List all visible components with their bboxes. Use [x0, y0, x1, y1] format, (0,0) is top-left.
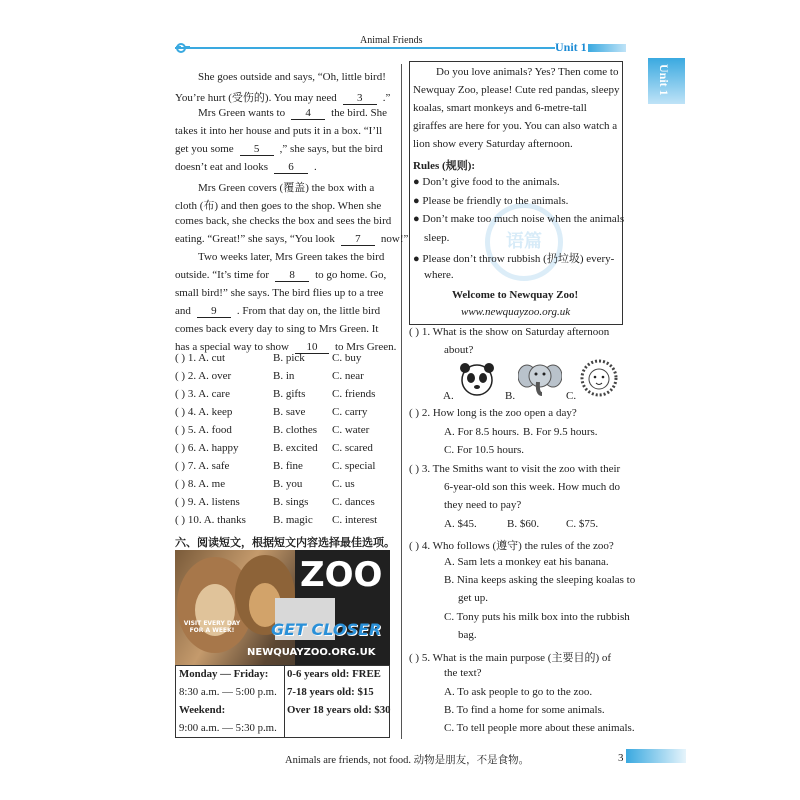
page-number: 3 — [618, 752, 624, 764]
choice-c: C. carry — [332, 406, 368, 418]
story-text-segment: doesn’t eat and looks — [175, 161, 268, 173]
story-text-segment: Mrs Green covers (覆盖) the box with a — [198, 182, 375, 194]
choice-a: ( ) 5. A. food — [175, 424, 232, 436]
story-line — [175, 233, 408, 246]
ad-url: www.newquayzoo.org.uk — [461, 306, 571, 318]
choice-a: ( ) 6. A. happy — [175, 442, 239, 454]
price-adult: Over 18 years old: $30 — [287, 704, 391, 716]
question-3-cont: 6-year-old son this week. How much do — [444, 481, 621, 493]
story-line — [198, 251, 384, 263]
story-line — [175, 143, 383, 156]
weekday-hours: 8:30 a.m. — 5:00 p.m. — [179, 686, 277, 698]
rule-line: ● Don’t make too much noise when the animals — [413, 213, 625, 225]
rule-line: ● Don’t give food to the animals. — [413, 176, 560, 188]
question-3-cont: they need to pay? — [444, 499, 522, 511]
choice-b: B. pick — [273, 352, 305, 364]
choice-a: ( ) 9. A. listens — [175, 496, 240, 508]
weekday-label: Monday — Friday: — [179, 668, 269, 680]
question-1: ( ) 1. What is the show on Saturday afternoon — [409, 326, 610, 338]
zoo-ad-box — [409, 61, 623, 325]
choice-c: C. buy — [332, 352, 362, 364]
choice-c: C. near — [332, 370, 364, 382]
choice-b: B. sings — [273, 496, 309, 508]
story-line — [198, 179, 374, 195]
story-text-segment: and — [175, 305, 191, 317]
hours-price-table — [175, 665, 390, 738]
story-line — [175, 197, 381, 213]
rule-line: sleep. — [424, 231, 450, 244]
choice-b: B. save — [273, 406, 306, 418]
q4-option: get up. — [458, 592, 488, 604]
watermark-seal: 语篇 — [485, 203, 563, 281]
choice-b: B. in — [273, 370, 295, 382]
choice-a: ( ) 4. A. keep — [175, 406, 233, 418]
story-text-segment: outside. “It’s time for — [175, 269, 270, 281]
story-text-segment: the bird. She — [331, 107, 387, 119]
choice-c: C. special — [332, 460, 376, 472]
choice-c: C. us — [332, 478, 355, 490]
choice-b: B. magic — [273, 514, 313, 526]
get-closer-text: GET CLOSER — [271, 620, 382, 639]
unit-bar — [588, 44, 626, 52]
price-child: 0-6 years old: FREE — [287, 668, 381, 680]
story-text-segment: now!” — [380, 233, 409, 245]
story-text-segment: comes back, she checks the box and sees the bird — [175, 215, 392, 227]
question-5: ( ) 5. What is the main purpose (主要目的) of — [409, 652, 612, 664]
header-rule — [175, 47, 555, 49]
story-text-segment: takes it into her house and puts it in a box. “I’ll — [175, 125, 383, 137]
choice-c: C. friends — [332, 388, 376, 400]
q2-option: A. For 8.5 hours. — [444, 426, 520, 438]
answer-blank: 9 — [197, 305, 231, 318]
answer-blank: 8 — [275, 269, 309, 282]
choice-b: B. clothes — [273, 424, 317, 436]
q1-option: B. — [505, 390, 516, 402]
poster-url: NEWQUAYZOO.ORG.UK — [247, 647, 376, 658]
story-text-segment: She goes outside and says, “Oh, little bird! — [198, 71, 386, 83]
choice-a: ( ) 3. A. care — [175, 388, 230, 400]
page-number-bar — [626, 749, 686, 763]
story-text-segment: get you some — [175, 143, 234, 155]
poster-visit-text: VISIT EVERY DAY FOR A WEEK! — [183, 620, 241, 634]
rule-line: ● Please be friendly to the animals. — [413, 194, 569, 207]
story-line — [198, 107, 387, 120]
choice-c: C. scared — [332, 442, 373, 454]
answer-blank: 6 — [274, 161, 308, 174]
story-text-segment: cloth (布) and then goes to the shop. When she — [175, 200, 382, 212]
choice-a: ( ) 2. A. over — [175, 370, 232, 382]
story-text-segment: comes back every day to sing to Mrs Green. It — [175, 323, 379, 335]
q5-option: B. To find a home for some animals. — [444, 704, 605, 716]
story-text-segment: eating. “Great!” she says, “You look — [175, 233, 335, 245]
elephant-icon — [518, 362, 562, 396]
choice-b: B. fine — [273, 460, 303, 472]
ad-paragraph-line: Newquay Zoo, please! Cute red pandas, sleepy — [413, 84, 620, 96]
choice-a: ( ) 1. A. cut — [175, 352, 226, 364]
ad-paragraph-line: giraffes are here for you. You can also watch a — [413, 120, 618, 132]
zoo-poster — [175, 550, 390, 665]
ad-paragraph-line: koalas, smart monkeys and 6-metre-tall — [413, 102, 587, 114]
story-line — [175, 323, 378, 335]
story-text-segment: . From that day on, the little bird — [236, 305, 381, 317]
side-unit-tab — [648, 58, 685, 104]
lion-icon — [580, 359, 618, 397]
story-line — [175, 287, 383, 299]
story-text-segment: to go home. Go, — [315, 269, 387, 281]
footer-slogan: Animals are friends, not food. 动物是朋友，不是食物。 — [285, 755, 530, 766]
q3-option: C. $75. — [566, 518, 599, 530]
answer-blank: 3 — [343, 92, 377, 105]
story-text-segment: ,” she says, but the bird — [279, 143, 383, 155]
story-line — [175, 161, 317, 174]
weekend-label: Weekend: — [179, 704, 226, 716]
story-text-segment: to Mrs Green. — [334, 341, 397, 353]
rule-line: where. — [424, 268, 454, 281]
question-5-cont: the text? — [444, 667, 482, 679]
ad-paragraph-line: lion show every Saturday afternoon. — [413, 138, 573, 150]
q4-option: bag. — [458, 629, 477, 641]
q4-option: C. Tony puts his milk box into the rubbish — [444, 611, 630, 623]
zoo-title: ZOO — [300, 555, 383, 595]
choice-b: B. you — [273, 478, 303, 490]
story-text-segment: . — [313, 161, 317, 173]
story-line — [175, 125, 382, 137]
q5-option: C. To tell people more about these animals. — [444, 722, 635, 734]
answer-blank: 5 — [240, 143, 274, 156]
rules-title: Rules (规则): — [413, 160, 476, 172]
q3-option: B. $60. — [507, 518, 540, 530]
story-line — [175, 269, 386, 282]
side-tab-label: Unit 1 — [657, 64, 671, 96]
story-line — [175, 89, 390, 105]
column-divider — [401, 64, 402, 739]
q2-option: C. For 10.5 hours. — [444, 444, 525, 456]
weekend-hours: 9:00 a.m. — 5:30 p.m. — [179, 722, 277, 734]
story-text-segment: You’re hurt (受伤的). You may need — [175, 92, 337, 104]
section-6-heading: 六、阅读短文，根据短文内容选择最佳选项。 — [175, 536, 395, 549]
q1-option: A. — [443, 390, 454, 402]
choice-a: ( ) 10. A. thanks — [175, 514, 246, 526]
story-text-segment: small bird!” she says. The bird flies up to a tree — [175, 287, 384, 299]
unit-label: Unit 1 — [555, 40, 587, 54]
question-1-cont: about? — [444, 344, 474, 356]
choice-a: ( ) 8. A. me — [175, 478, 226, 490]
answer-blank: 10 — [295, 341, 329, 354]
choice-c: C. interest — [332, 514, 378, 526]
story-line — [175, 305, 380, 318]
answer-blank: 7 — [341, 233, 375, 246]
choice-a: ( ) 7. A. safe — [175, 460, 230, 472]
q2-option: B. For 9.5 hours. — [523, 426, 598, 438]
story-line — [198, 71, 386, 83]
story-text-segment: Mrs Green wants to — [198, 107, 286, 119]
question-2: ( ) 2. How long is the zoo open a day? — [409, 407, 577, 419]
choice-c: C. dances — [332, 496, 375, 508]
question-4: ( ) 4. Who follows (遵守) the rules of the zoo? — [409, 540, 614, 552]
q3-option: A. $45. — [444, 518, 477, 530]
choice-b: B. gifts — [273, 388, 306, 400]
page-header-title: Animal Friends — [360, 35, 423, 46]
q4-option: A. Sam lets a monkey eat his banana. — [444, 556, 609, 568]
story-text-segment: .” — [382, 92, 391, 104]
welcome-text: Welcome to Newquay Zoo! — [452, 289, 579, 301]
answer-blank: 4 — [291, 107, 325, 120]
rule-line: ● Please don’t throw rubbish (扔垃圾) every- — [413, 253, 615, 265]
question-3: ( ) 3. The Smiths want to visit the zoo with their — [409, 463, 621, 475]
price-teen: 7-18 years old: $15 — [287, 686, 374, 698]
ad-paragraph-line: Do you love animals? Yes? Then come to — [436, 66, 619, 78]
story-line — [175, 215, 391, 227]
q5-option: A. To ask people to go to the zoo. — [444, 686, 593, 698]
q4-option: B. Nina keeps asking the sleeping koalas to — [444, 574, 636, 586]
story-text-segment: Two weeks later, Mrs Green takes the bird — [198, 251, 385, 263]
choice-c: C. water — [332, 424, 370, 436]
panda-icon — [459, 361, 495, 397]
choice-b: B. excited — [273, 442, 318, 454]
q1-option: C. — [566, 390, 577, 402]
story-text-segment: has a special way to show — [175, 341, 289, 353]
